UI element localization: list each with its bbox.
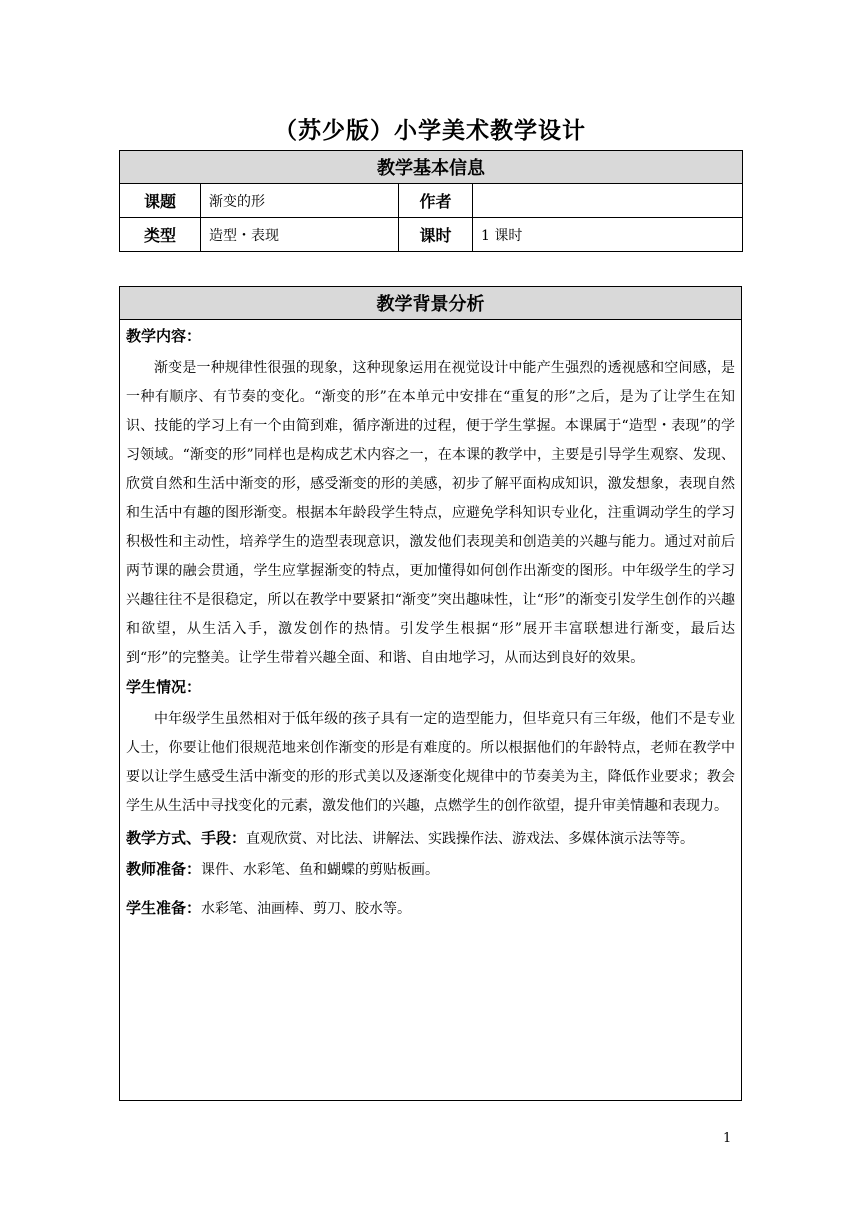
teacher-prep-label: 教师准备：	[126, 860, 202, 878]
topic-label: 课题	[120, 184, 201, 218]
background-analysis-table	[119, 286, 742, 1101]
teaching-content-text: 渐变是一种规律性很强的现象，这种现象运用在视觉设计中能产生强烈的透视感和空间感，是一种有顺序、有节奏的变化。“渐变的形”在本单元中安排在“重复的形”之后，是为了让学生在知识、技能的学习上有一个由简到难，循序渐进的过程，便于学生掌握。本课属于“造型・表现”的学习领域。“渐变的形”同样也是构成艺术内容之一，在本课的教学中，主要是引导学生观察、发现、欣赏自然和生活中渐变的形，感受渐变的形的美感，初步了解平面构成知识，激发想象，表现自然和生活中有趣的图形渐变。根据本年龄段学生特点，应避免学科知识专业化，注重调动学生的学习积极性和主动性，培养学生的造型表现意识，激发他们表现美和创造美的兴趣与能力。通过对前后两节课的融会贯通，学生应掌握渐变的特点，更加懂得如何创作出渐变的图形。中年级学生的学习兴趣往往不是很稳定，所以在教学中要紧扣“渐变”突出趣味性，让“形”的渐变引发学生创作的兴趣和欲望，从生活入手，激发创作的热情。引发学生根据“形”展开丰富联想进行渐变，最后达到“形”的完整美。让学生带着兴趣全面、和谐、自由地学习，从而达到良好的效果。	[126, 360, 735, 666]
hours-value: 1 课时	[473, 218, 743, 252]
page-number: 1	[723, 1131, 732, 1146]
student-prep-line	[126, 893, 735, 924]
teaching-content-heading: 教学内容：	[126, 327, 202, 345]
author-value	[473, 184, 743, 218]
student-prep-label: 学生准备：	[126, 899, 202, 917]
teacher-prep-text: 课件、水彩笔、鱼和蝴蝶的剪贴板画。	[201, 862, 440, 878]
basic-info-table	[119, 150, 743, 252]
hours-label: 课时	[399, 218, 473, 252]
teaching-methods-label: 教学方式、手段：	[126, 829, 247, 847]
basic-info-header: 教学基本信息	[120, 151, 743, 184]
teaching-methods-line	[126, 823, 735, 854]
background-header: 教学背景分析	[120, 287, 742, 320]
student-prep-text: 水彩笔、油画棒、剪刀、胶水等。	[201, 901, 412, 917]
type-value: 造型・表现	[201, 218, 399, 252]
student-situation-heading: 学生情况：	[126, 678, 202, 696]
type-label: 类型	[120, 218, 201, 252]
student-situation-text: 中年级学生虽然相对于低年级的孩子具有一定的造型能力，但毕竟只有三年级，他们不是专业人士，你要让他们很规范地来创作渐变的形是有难度的。所以根据他们的年龄特点，老师在教学中要以让学生感受生活中渐变的形的形式美以及逐渐变化规律中的节奏美为主，降低作业要求；教会学生从生活中寻找变化的元素，激发他们的兴趣，点燃学生的创作欲望，提升审美情趣和表现力。	[126, 711, 735, 814]
topic-value: 渐变的形	[201, 184, 399, 218]
document-title: （苏少版）小学美术教学设计	[274, 118, 586, 144]
teacher-prep-line	[126, 854, 735, 885]
author-label: 作者	[399, 184, 473, 218]
background-content	[120, 320, 742, 1101]
teaching-methods-text: 直观欣赏、对比法、讲解法、实践操作法、游戏法、多媒体演示法等等。	[246, 831, 695, 847]
